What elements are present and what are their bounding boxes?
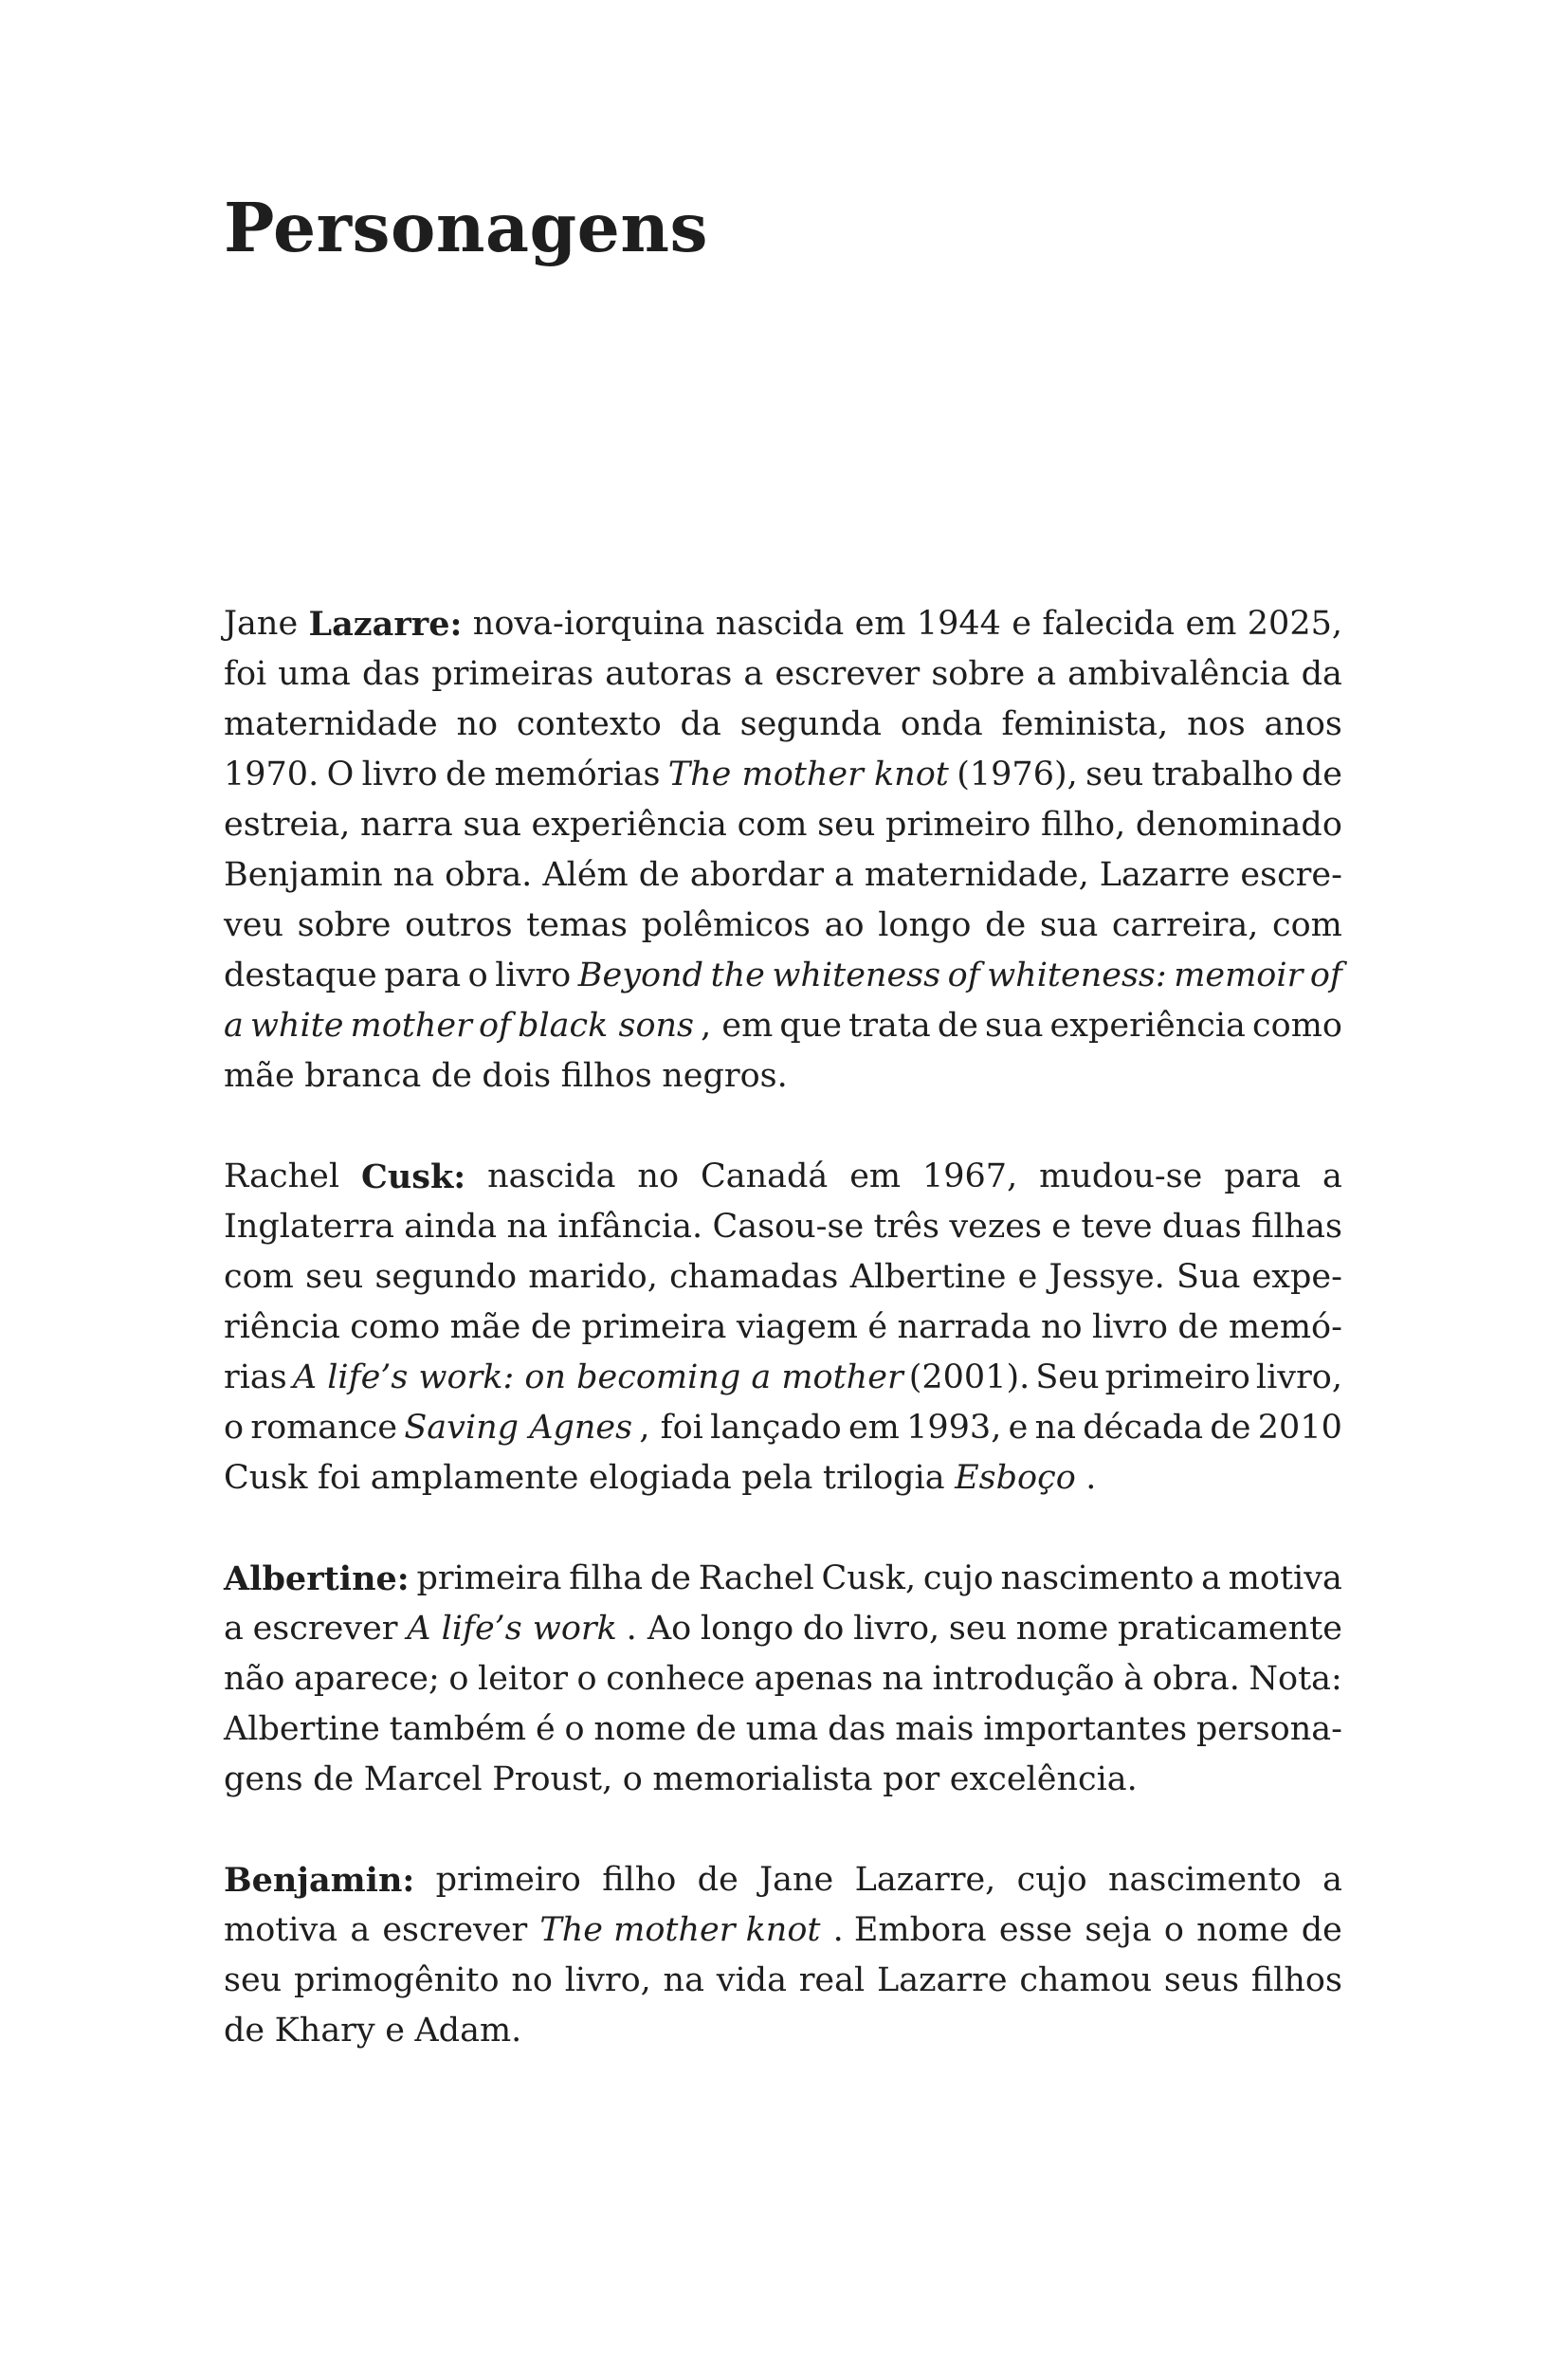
word: como xyxy=(350,1308,441,1346)
word: nascida xyxy=(487,1157,616,1195)
word: Jane xyxy=(224,605,299,643)
word: década xyxy=(1083,1409,1204,1447)
word: uma xyxy=(745,1710,819,1748)
text-line xyxy=(224,901,1342,951)
word: para xyxy=(384,957,462,994)
word: e xyxy=(1008,1409,1029,1447)
word: riência xyxy=(224,1308,340,1346)
word: longo xyxy=(878,906,972,944)
word: nome xyxy=(1015,1610,1109,1648)
word: seus xyxy=(1163,1961,1240,1999)
word: Rachel xyxy=(224,1157,340,1195)
word: o xyxy=(622,1760,643,1798)
character-list xyxy=(224,599,1342,2106)
word: no xyxy=(1040,1308,1083,1346)
word: o xyxy=(564,1710,585,1748)
word: de xyxy=(313,1760,355,1798)
word: Casou-se xyxy=(712,1208,865,1246)
word: Além xyxy=(542,856,629,894)
text-line xyxy=(224,1303,1342,1353)
book-title-word: The mother knot xyxy=(539,1911,821,1949)
word: Benjamin xyxy=(224,856,383,894)
text-line xyxy=(224,649,1342,700)
word: sua xyxy=(1039,906,1099,944)
word: três xyxy=(873,1208,939,1246)
word: narrada xyxy=(897,1308,1031,1346)
book-title-word: whiteness: xyxy=(987,957,1167,994)
word: primeiro xyxy=(435,1861,581,1899)
text-line xyxy=(224,1353,1342,1403)
character-entry xyxy=(224,1855,1342,2056)
word: nascimento xyxy=(1000,1559,1194,1597)
book-title-word: The mother knot xyxy=(667,756,949,793)
word: das xyxy=(828,1710,886,1748)
word: mais xyxy=(895,1710,975,1748)
text-line xyxy=(224,1001,1342,1051)
word: 2010 xyxy=(1257,1409,1342,1447)
word: livro xyxy=(495,957,572,994)
word: filhas xyxy=(1251,1208,1342,1246)
book-title-word: Beyond xyxy=(577,957,704,994)
word: ainda xyxy=(404,1208,498,1246)
word: de xyxy=(1301,756,1342,793)
word: de xyxy=(697,1861,738,1899)
word: de xyxy=(430,1057,472,1095)
word: primeira xyxy=(416,1559,562,1597)
word: a xyxy=(743,655,764,693)
word: introdução xyxy=(932,1660,1115,1698)
word: primeiro xyxy=(1104,1358,1250,1396)
word: (1976), xyxy=(957,756,1078,793)
word: contexto xyxy=(516,705,662,743)
word: de xyxy=(985,906,1027,944)
word: nova-iorquina xyxy=(472,605,705,643)
word: vezes xyxy=(949,1208,1042,1246)
word: mudou-se xyxy=(1039,1157,1203,1195)
text-line xyxy=(224,700,1342,750)
word: com xyxy=(1271,906,1342,944)
word: escrever xyxy=(775,655,921,693)
word: seu xyxy=(948,1610,1008,1648)
word: primeira xyxy=(581,1308,727,1346)
book-title-word: a xyxy=(224,1007,244,1045)
word: de xyxy=(1177,1308,1219,1346)
word: Proust, xyxy=(492,1760,613,1798)
character-entry xyxy=(224,1152,1342,1503)
word: o xyxy=(576,1660,597,1698)
word: seu xyxy=(305,1258,364,1296)
word: e xyxy=(1012,605,1031,643)
word: infância. xyxy=(557,1208,703,1246)
word: rias xyxy=(224,1358,287,1396)
text-line xyxy=(224,1755,1342,1805)
word: de xyxy=(638,856,680,894)
word: maternidade xyxy=(224,705,438,743)
word: livro, xyxy=(564,1961,651,1999)
word: real xyxy=(798,1961,866,1999)
word: esse xyxy=(998,1911,1073,1949)
word: foi xyxy=(224,655,267,693)
word: de xyxy=(1210,1409,1251,1447)
word: autoras xyxy=(605,655,733,693)
word: praticamente xyxy=(1118,1610,1342,1648)
word: a xyxy=(1322,1157,1342,1195)
word: Inglaterra xyxy=(224,1208,394,1246)
character-name: Lazarre: xyxy=(308,605,463,644)
word: vida xyxy=(716,1961,787,1999)
book-title-word: Esboço xyxy=(955,1459,1076,1497)
word: foi xyxy=(318,1459,361,1497)
word: de xyxy=(446,756,487,793)
word: feminista, xyxy=(1001,705,1169,743)
word: O xyxy=(326,756,355,793)
word: para xyxy=(1224,1157,1302,1195)
word: 1993, xyxy=(906,1409,1002,1447)
book-title-word: whiteness xyxy=(772,957,941,994)
word: 1967, xyxy=(922,1157,1018,1195)
word: sua xyxy=(985,1007,1044,1045)
word: o xyxy=(1163,1911,1184,1949)
word: expe- xyxy=(1251,1258,1342,1296)
word: apenas xyxy=(754,1660,873,1698)
book-title-word: A life’s work xyxy=(407,1610,617,1648)
word: . Embora xyxy=(832,1911,987,1949)
word: não xyxy=(224,1660,285,1698)
text-line xyxy=(224,1855,1342,1905)
text-line xyxy=(224,1604,1342,1654)
text-line xyxy=(224,1202,1342,1252)
word: chamadas xyxy=(669,1258,839,1296)
character-name: Cusk: xyxy=(360,1157,466,1196)
word: o xyxy=(467,957,488,994)
word: ambivalência xyxy=(1067,655,1290,693)
word: memorialista xyxy=(652,1760,873,1798)
word: destaque xyxy=(224,957,377,994)
word: motiva xyxy=(1228,1559,1342,1597)
text-line xyxy=(224,800,1342,850)
word: filho xyxy=(602,1861,677,1899)
word: na xyxy=(506,1208,548,1246)
word: . xyxy=(1085,1459,1097,1497)
word: nos xyxy=(1187,705,1246,743)
word: mãe xyxy=(224,1057,295,1095)
text-line xyxy=(224,850,1342,901)
word: das xyxy=(361,655,421,693)
word: Khary xyxy=(274,2012,375,2050)
word: falecida xyxy=(1042,605,1176,643)
word: outros xyxy=(405,906,513,944)
word: Jessye. xyxy=(1048,1258,1165,1296)
word: em xyxy=(849,1157,902,1195)
word: experiência xyxy=(1049,1007,1246,1045)
word: é xyxy=(867,1308,888,1346)
word: primeiro xyxy=(885,806,1031,844)
word: leitor xyxy=(478,1660,568,1698)
word: Rachel xyxy=(698,1559,814,1597)
word: conhece xyxy=(606,1660,745,1698)
word: elogiada xyxy=(588,1459,732,1497)
word: seja xyxy=(1085,1911,1152,1949)
word: à xyxy=(1123,1660,1144,1698)
word: na xyxy=(663,1961,704,1999)
word: de xyxy=(695,1710,737,1748)
book-title-word: white xyxy=(249,1007,344,1045)
word: é xyxy=(535,1710,556,1748)
word: de xyxy=(649,1559,691,1597)
word: livro, xyxy=(1255,1358,1342,1396)
book-title-word: mother xyxy=(350,1007,472,1045)
word: de xyxy=(224,2012,265,2050)
word: segunda xyxy=(739,705,883,743)
word: Cusk xyxy=(224,1459,308,1497)
word: de xyxy=(1301,1911,1342,1949)
text-line xyxy=(224,1956,1342,2006)
word: nome xyxy=(593,1710,686,1748)
word: ao xyxy=(824,906,865,944)
word: seu xyxy=(224,1961,283,1999)
word: e xyxy=(1017,1258,1038,1296)
text-line xyxy=(224,1252,1342,1303)
word: na xyxy=(392,856,435,894)
word: e xyxy=(385,2012,405,2050)
word: sobre xyxy=(931,655,1026,693)
word: nascida xyxy=(715,605,845,643)
word: Cusk, xyxy=(821,1559,917,1597)
word: maternidade, xyxy=(864,856,1089,894)
word: carreira, xyxy=(1111,906,1259,944)
word: filha xyxy=(569,1559,644,1597)
word: experiência xyxy=(531,806,727,844)
word: . Ao xyxy=(626,1610,692,1648)
word: Albertine xyxy=(849,1258,1007,1296)
word: e xyxy=(1051,1208,1071,1246)
word: Lazarre xyxy=(1099,856,1231,894)
word: seu xyxy=(1085,756,1144,793)
word: denominado xyxy=(1135,806,1342,844)
text-line xyxy=(224,1051,1342,1102)
word: na xyxy=(882,1660,923,1698)
word: obra. xyxy=(1152,1660,1240,1698)
word: no xyxy=(511,1961,553,1999)
text-line xyxy=(224,1554,1342,1604)
text-line xyxy=(224,750,1342,800)
word: escrever xyxy=(252,1610,398,1648)
book-title-word: black sons xyxy=(518,1007,695,1045)
book-title-word: of xyxy=(947,957,980,994)
word: a xyxy=(350,1911,371,1949)
word: primeiras xyxy=(431,655,594,693)
word: anos xyxy=(1264,705,1342,743)
word: veu xyxy=(224,906,284,944)
word: sua xyxy=(463,806,521,844)
word: duas xyxy=(1161,1208,1242,1246)
word: viagem xyxy=(736,1308,858,1346)
word: narra xyxy=(360,806,453,844)
word: trabalho xyxy=(1151,756,1294,793)
word: branca xyxy=(304,1057,422,1095)
word: pela xyxy=(741,1459,813,1497)
word: aparece; xyxy=(294,1660,440,1698)
word: chamou xyxy=(1019,1961,1153,1999)
word: a xyxy=(1322,1861,1342,1899)
book-title-word: of xyxy=(478,1007,511,1045)
word: seu xyxy=(817,806,876,844)
word: mãe xyxy=(449,1308,521,1346)
text-line xyxy=(224,1453,1342,1503)
word: Lazarre xyxy=(876,1961,1008,1999)
word: romance xyxy=(250,1409,398,1447)
word: Nota: xyxy=(1249,1660,1342,1698)
word: trata xyxy=(848,1007,931,1045)
word: escre- xyxy=(1240,856,1342,894)
text-line xyxy=(224,1152,1342,1202)
word: Seu xyxy=(1035,1358,1100,1396)
word: excelência. xyxy=(949,1760,1138,1798)
word: negros. xyxy=(662,1057,788,1095)
word: filhos xyxy=(560,1057,652,1095)
word: com xyxy=(737,806,808,844)
book-title-word: of xyxy=(1309,957,1342,994)
word: filho, xyxy=(1040,806,1126,844)
word: Lazarre, xyxy=(854,1861,996,1899)
text-line xyxy=(224,2006,1342,2056)
word: 1970. xyxy=(224,756,319,793)
word: da xyxy=(680,705,721,743)
word: filhos xyxy=(1250,1961,1342,1999)
word: cujo xyxy=(1016,1861,1087,1899)
word: amplamente xyxy=(370,1459,579,1497)
word: Jane xyxy=(759,1861,834,1899)
word: escrever xyxy=(382,1911,528,1949)
word: motiva xyxy=(224,1911,338,1949)
word: trilogia xyxy=(822,1459,945,1497)
word: teve xyxy=(1081,1208,1153,1246)
word: estreia, xyxy=(224,806,351,844)
word: o xyxy=(448,1660,469,1698)
word: a xyxy=(1036,655,1057,693)
word: o xyxy=(224,1409,245,1447)
word: onda xyxy=(900,705,983,743)
book-title-word: memoir xyxy=(1174,957,1304,994)
word: persona- xyxy=(1195,1710,1342,1748)
book-title-word: A life’s work: on becoming a mother xyxy=(292,1358,903,1396)
word: também xyxy=(389,1710,527,1748)
word: , em xyxy=(701,1007,774,1045)
word: por xyxy=(883,1760,940,1798)
word: cujo xyxy=(922,1559,994,1597)
word: nascimento xyxy=(1108,1861,1302,1899)
word: 1944 xyxy=(916,605,1001,643)
book-title-word: Saving Agnes xyxy=(404,1409,633,1447)
word: lançado xyxy=(710,1409,842,1447)
character-name: Albertine: xyxy=(224,1559,410,1598)
text-line xyxy=(224,1403,1342,1453)
word: memó- xyxy=(1228,1308,1342,1346)
word: uma xyxy=(278,655,351,693)
word: polêmicos xyxy=(641,906,811,944)
word: no xyxy=(637,1157,680,1195)
word: do xyxy=(802,1610,845,1648)
word: no xyxy=(456,705,499,743)
text-line xyxy=(224,951,1342,1001)
word: Marcel xyxy=(363,1760,483,1798)
word: importantes xyxy=(983,1710,1188,1748)
word: longo xyxy=(700,1610,794,1648)
word: , foi xyxy=(639,1409,703,1447)
word: livro, xyxy=(853,1610,940,1648)
word: na xyxy=(1034,1409,1076,1447)
word: marido, xyxy=(528,1258,658,1296)
word: a xyxy=(1201,1559,1221,1597)
word: em xyxy=(848,1409,900,1447)
word: livro xyxy=(361,756,438,793)
text-line xyxy=(224,599,1342,649)
text-line xyxy=(224,1905,1342,1956)
word: dois xyxy=(482,1057,552,1095)
word: de xyxy=(937,1007,978,1045)
word: Albertine xyxy=(224,1710,380,1748)
word: Adam. xyxy=(414,2012,522,2050)
word: a xyxy=(224,1610,244,1648)
word: temas xyxy=(526,906,628,944)
text-line xyxy=(224,1704,1342,1755)
word: livro xyxy=(1092,1308,1168,1346)
word: (2001). xyxy=(908,1358,1030,1396)
page-title: Personagens xyxy=(224,188,708,267)
word: em xyxy=(854,605,906,643)
word: primogênito xyxy=(293,1961,500,1999)
word: segundo xyxy=(374,1258,518,1296)
word: da xyxy=(1301,655,1342,693)
character-entry xyxy=(224,599,1342,1102)
word: em xyxy=(1185,605,1237,643)
word: abordar xyxy=(689,856,824,894)
word: memórias xyxy=(494,756,661,793)
word: nome xyxy=(1196,1911,1289,1949)
word: com xyxy=(224,1258,294,1296)
character-entry xyxy=(224,1554,1342,1805)
word: Sua xyxy=(1176,1258,1241,1296)
word: 2025, xyxy=(1247,605,1342,643)
word: gens xyxy=(224,1760,303,1798)
book-title-word: the xyxy=(710,957,765,994)
word: a xyxy=(834,856,854,894)
character-name: Benjamin: xyxy=(224,1861,415,1900)
word: de xyxy=(530,1308,572,1346)
word: que xyxy=(779,1007,843,1045)
word: sobre xyxy=(297,906,392,944)
word: como xyxy=(1252,1007,1342,1045)
word: Canadá xyxy=(700,1157,829,1195)
word: obra. xyxy=(445,856,533,894)
text-line xyxy=(224,1654,1342,1704)
